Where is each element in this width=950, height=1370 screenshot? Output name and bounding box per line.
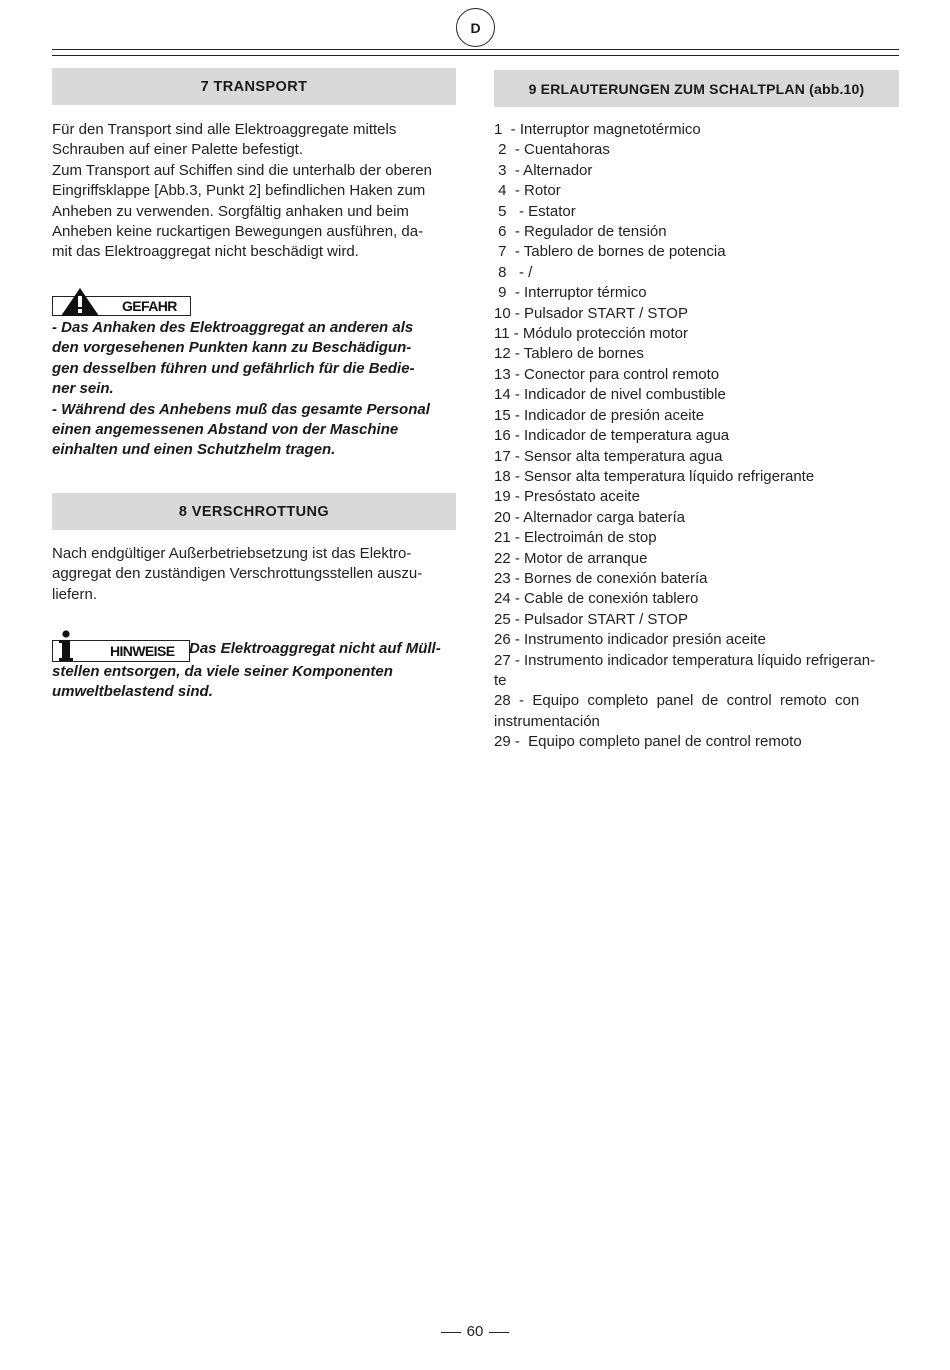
transport-paragraph: [52, 120, 456, 263]
note-label: [52, 630, 189, 660]
list-item: 4 - Rotor: [494, 182, 561, 200]
list-item: 15 - Indicador de presión aceite: [494, 406, 705, 424]
text-line: Zum Transport auf Schiffen sind die unterhalb der oberen: [52, 161, 432, 179]
list-item: 9 - Interruptor térmico: [494, 284, 647, 302]
list-item: 7 - Tablero de bornes de potencia: [494, 243, 726, 261]
warning-line: ner sein.: [52, 380, 114, 398]
list-item: 18 - Sensor alta temperatura líquido refrigerante: [494, 467, 815, 485]
header-rule-bottom: [52, 55, 899, 56]
note-text: [52, 662, 456, 703]
language-badge: D: [456, 8, 495, 47]
danger-label: [52, 287, 189, 316]
list-item: 27 - Instrumento indicador temperatura líquido refrigeran-: [494, 651, 876, 669]
list-item: 6 - Regulador de tensión: [494, 223, 667, 241]
list-item: 5 - Estator: [494, 202, 576, 220]
warning-line: den vorgesehenen Punkten kann zu Beschädigun-: [52, 339, 412, 357]
legend-list: [494, 120, 899, 753]
list-item: instrumentación: [494, 712, 600, 730]
list-item: 29 - Equipo completo panel de control remoto: [494, 733, 802, 751]
text-line: Nach endgültiger Außerbetriebsetzung ist das Elektro-: [52, 545, 412, 562]
note-label-text: HINWEISE: [110, 643, 175, 659]
list-item: 16 - Indicador de temperatura agua: [494, 427, 730, 445]
warning-line: einhalten und einen Schutzhelm tragen.: [52, 441, 336, 459]
note-line: umweltbelastend sind.: [52, 683, 213, 701]
warning-line: einen angemessenen Abstand von der Maschine: [52, 421, 399, 439]
info-icon: [58, 630, 74, 662]
warning-triangle-icon: [60, 287, 100, 317]
list-item: 28 - Equipo completo panel de control remoto con: [494, 692, 860, 710]
danger-warning-text: [52, 318, 456, 461]
warning-line: - Das Anhaken des Elektroaggregat an anderen als: [52, 319, 414, 336]
list-item: 10 - Pulsador START / STOP: [494, 304, 688, 322]
text-line: liefern.: [52, 585, 98, 603]
header-rule-top: [52, 49, 899, 50]
list-item: 17 - Sensor alta temperatura agua: [494, 447, 723, 465]
list-item: 2 - Cuentahoras: [494, 141, 610, 159]
section-heading-legend: 9 ERLAUTERUNGEN ZUM SCHALTPLAN (abb.10): [494, 70, 899, 107]
list-item: 21 - Electroimán de stop: [494, 529, 657, 547]
list-item: te: [494, 671, 507, 689]
list-item: 8 - /: [494, 263, 533, 281]
list-item: 23 - Bornes de conexión batería: [494, 569, 708, 587]
text-line: Anheben zu verwenden. Sorgfältig anhaken und beim: [52, 202, 409, 220]
warning-line: - Während des Anhebens muß das gesamte Personal: [52, 400, 430, 418]
footer-dash-left: [441, 1332, 461, 1333]
list-item: 12 - Tablero de bornes: [494, 345, 644, 363]
danger-label-text: GEFAHR: [122, 298, 177, 314]
section-heading-transport: 7 TRANSPORT: [52, 68, 456, 105]
warning-line: gen desselben führen und gefährlich für die Bedie-: [52, 359, 415, 377]
list-item: 14 - Indicador de nivel combustible: [494, 386, 726, 404]
text-line: Eingriffsklappe [Abb.3, Punkt 2] befindlichen Haken zum: [52, 182, 426, 200]
list-item: 11 - Módulo protección motor: [494, 325, 688, 343]
note-text-first-line: Das Elektroaggregat nicht auf Müll-: [189, 640, 441, 657]
list-item: 20 - Alternador carga batería: [494, 508, 685, 526]
list-item: 1 - Interruptor magnetotérmico: [494, 121, 701, 138]
list-item: 22 - Motor de arranque: [494, 549, 648, 567]
scrapping-paragraph: [52, 544, 456, 605]
text-line: Schrauben auf einer Palette befestigt.: [52, 141, 304, 159]
list-item: 3 - Alternador: [494, 161, 593, 179]
list-item: 24 - Cable de conexión tablero: [494, 590, 699, 608]
text-line: Anheben keine ruckartigen Bewegungen ausführen, da-: [52, 223, 424, 241]
list-item: 13 - Conector para control remoto: [494, 365, 720, 383]
list-item: 25 - Pulsador START / STOP: [494, 610, 688, 628]
text-line: aggregat den zuständigen Verschrottungsstellen auszu-: [52, 565, 423, 583]
page-footer: [0, 1323, 950, 1340]
page-number: 60: [466, 1323, 484, 1340]
text-line: mit das Elektroaggregat nicht beschädigt wird.: [52, 243, 359, 261]
text-line: Für den Transport sind alle Elektroaggregate mittels: [52, 121, 397, 138]
list-item: 26 - Instrumento indicador presión aceite: [494, 631, 766, 649]
list-item: 19 - Presóstato aceite: [494, 488, 640, 506]
section-heading-scrapping: 8 VERSCHROTTUNG: [52, 493, 456, 530]
footer-dash-right: [489, 1332, 509, 1333]
note-line: stellen entsorgen, da viele seiner Komponenten: [52, 663, 393, 680]
